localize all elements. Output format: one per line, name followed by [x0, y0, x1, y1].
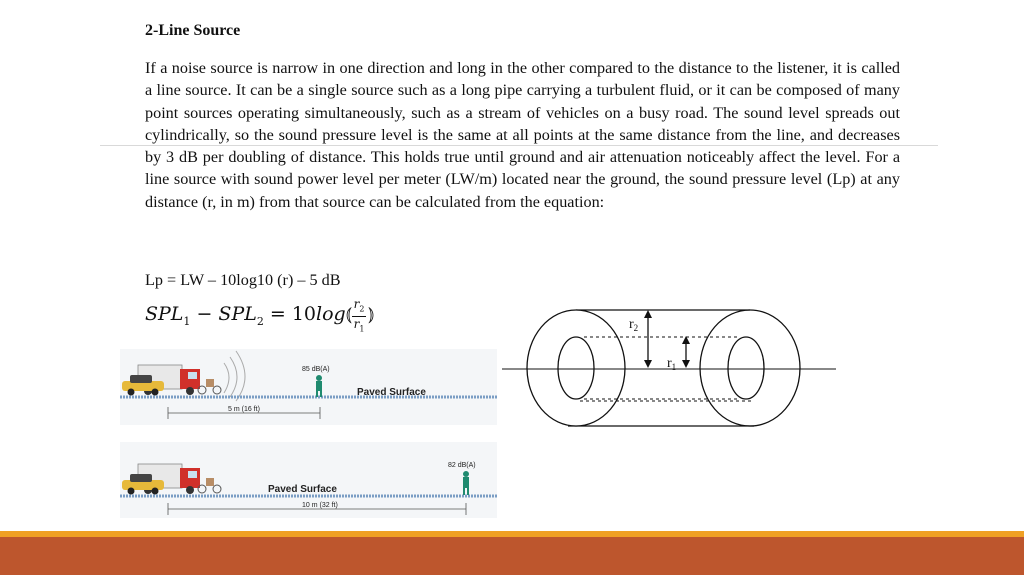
distance-label: 10 m (32 ft): [302, 502, 338, 509]
inner-cylinder-front: [558, 337, 594, 399]
r1-label: $r_1$: [667, 356, 677, 372]
distance-label: 5 m (16 ft): [228, 406, 260, 413]
inner-cylinder-back: [728, 337, 764, 399]
r2-label: $r_2$: [629, 317, 639, 333]
level-label: 82 dB(A): [448, 462, 476, 469]
equation-spl-difference: $SPL_1 - SPL_2$ = 10log⦅ ⦆ $r_2$ $r_1$: [145, 303, 374, 328]
r2-arrow: [644, 310, 652, 368]
section-heading: 2-Line Source: [145, 22, 241, 39]
r1-arrow: [682, 336, 690, 368]
footer-band: [0, 537, 1024, 575]
level-label: 85 dB(A): [302, 366, 330, 373]
spl-term-2: $SPL_2$: [218, 303, 264, 328]
line-source-cylinder-diagram: [500, 300, 840, 435]
cylinder-back-end: [700, 310, 800, 426]
surface-label: Paved Surface: [268, 484, 337, 495]
ratio-fraction: $r_2$ $r_1$: [353, 297, 365, 334]
surface-label: Paved Surface: [357, 387, 426, 398]
body-paragraph: If a noise source is narrow in one direction and long in the other compared to the distance to the listener, it is called a line source. It can be a single source such as a long pipe carrying a turbulent fluid, or it can be composed of many point sources operating simultaneously, such as a stream of vehicles on a busy road. The sound level spreads out cylindrically, so the sound pressure level is the same at all points at the same distance from the line, and decreases by 3 dB per doubling of distance. This holds true until ground and air attenuation noticeably affect the level. For a line source with sound power level per meter (LW/m) located near the ground, the sound pressure level (Lp) at any distance (r, in m) from that source can be calculated from the equation:: [145, 59, 900, 211]
spl-term-1: $SPL_1$: [145, 303, 191, 328]
traffic-figure-10m: [120, 442, 497, 518]
equation-lp: Lp = LW – 10log10 (r) – 5 dB: [145, 271, 341, 289]
traffic-figure-5m: [120, 349, 497, 425]
